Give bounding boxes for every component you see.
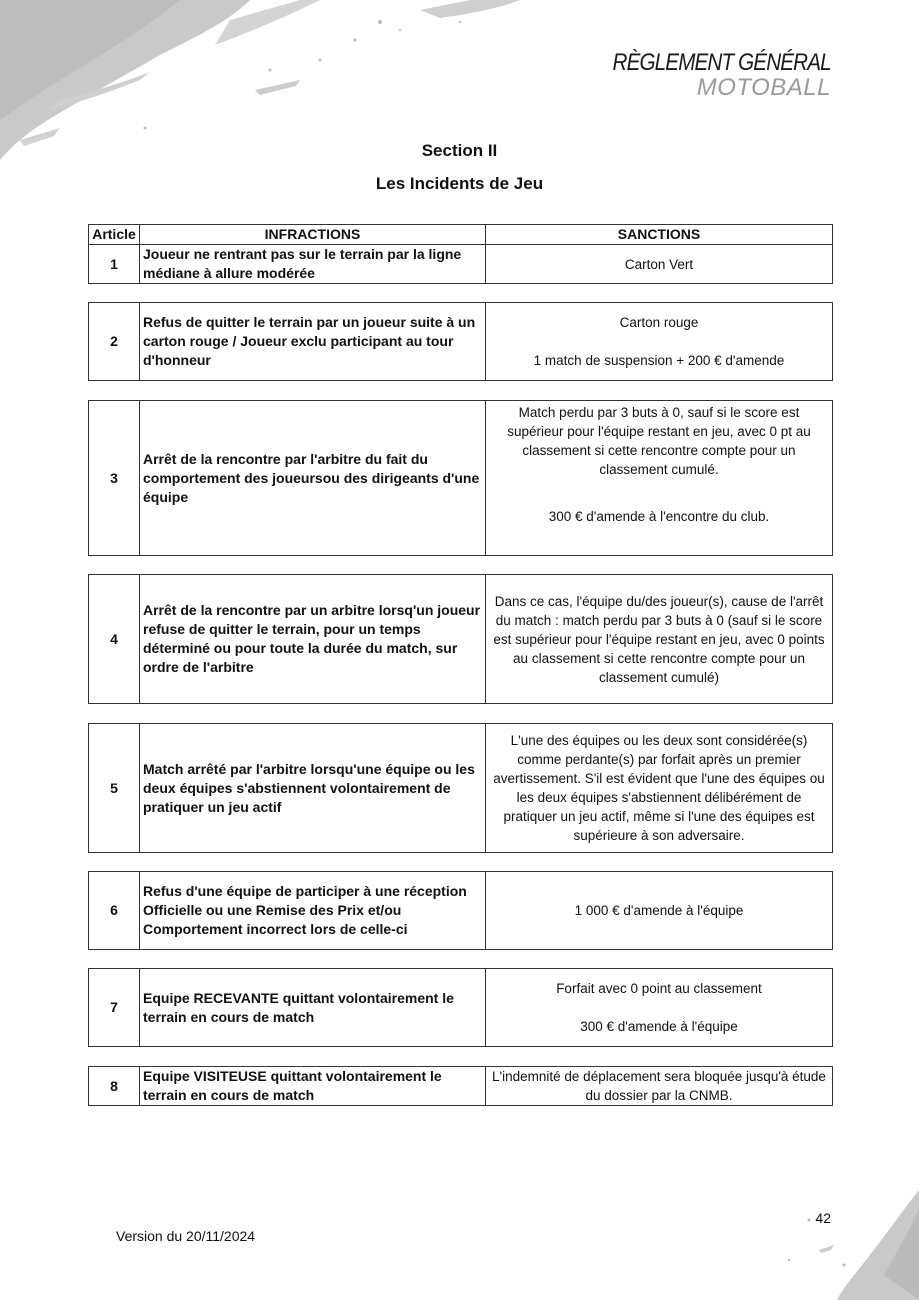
rules-table-header xyxy=(88,224,833,284)
sanction-text: Carton rouge xyxy=(619,315,699,330)
sanction-text: Forfait avec 0 point au classement xyxy=(556,981,762,996)
article-number: 4 xyxy=(89,575,140,704)
article-number: 6 xyxy=(89,872,140,950)
table-row xyxy=(89,245,833,284)
article-number: 3 xyxy=(89,401,140,556)
infraction-text: Arrêt de la rencontre par un arbitre lorsq'un joueur refuse de quitter le terrain, pour un temps déterminé ou pour toute la durée du match, sur ordre de l'arbitre xyxy=(140,575,486,704)
table-row xyxy=(89,303,833,381)
table-row xyxy=(89,969,833,1047)
sanction-cell xyxy=(486,401,833,556)
header-sanctions: SANCTIONS xyxy=(486,225,833,245)
sanction-text: L'indemnité de déplacement sera bloquée jusqu'à étude du dossier par la CNMB. xyxy=(486,1067,833,1106)
article-number: 7 xyxy=(89,969,140,1047)
article-number: 2 xyxy=(89,303,140,381)
infraction-text: Equipe RECEVANTE quittant volontairement le terrain en cours de match xyxy=(140,969,486,1047)
footer-version: Version du 20/11/2024 xyxy=(116,1228,256,1244)
table-header-row xyxy=(89,225,833,245)
table-row xyxy=(89,401,833,556)
infraction-text: Match arrêté par l'arbitre lorsqu'une équipe ou les deux équipes s'abstiennent volontairement de pratiquer un jeu actif xyxy=(140,724,486,853)
infraction-text: Equipe VISITEUSE quittant volontairement le terrain en cours de match xyxy=(140,1067,486,1106)
table-row xyxy=(89,575,833,704)
infraction-text: Joueur ne rentrant pas sur le terrain par la ligne médiane à allure modérée xyxy=(140,245,486,284)
rules-table-row-4 xyxy=(88,574,833,704)
sanction-text-secondary: 300 € d'amende à l'encontre du club. xyxy=(548,509,770,524)
rules-table-row-5 xyxy=(88,723,833,853)
table-row xyxy=(89,1067,833,1106)
infraction-text: Arrêt de la rencontre par l'arbitre du fait du comportement des joueursou des dirigeants d'une équipe xyxy=(140,401,486,556)
rules-table-row-3 xyxy=(88,400,833,556)
sanction-text-secondary: 300 € d'amende à l'équipe xyxy=(580,1019,738,1034)
header-logo xyxy=(577,50,831,100)
rules-table-row-7 xyxy=(88,968,833,1047)
header-subtitle: MOTOBALL xyxy=(696,74,831,101)
sanction-cell xyxy=(486,303,833,381)
infraction-text: Refus d'une équipe de participer à une réception Officielle ou une Remise des Prix et/ou Comportement incorrect lors de celle-ci xyxy=(140,872,486,950)
rules-table-row-2 xyxy=(88,302,833,381)
sanction-text: 1 000 € d'amende à l'équipe xyxy=(486,872,833,950)
sanction-text: Dans ce cas, l'équipe du/des joueur(s), cause de l'arrêt du match : match perdu par 3 buts à 0 (sauf si le score est supérieur pour l'équipe restant en jeu, avec 0 points au classement si cette rencontre compte pour un classement cumulé) xyxy=(486,575,833,704)
sanction-cell xyxy=(486,969,833,1047)
sanction-text: Carton Vert xyxy=(486,245,833,284)
section-title: Section II xyxy=(421,141,498,160)
table-row xyxy=(89,724,833,853)
brush-decoration-bottom-right xyxy=(749,1190,919,1300)
table-row xyxy=(89,872,833,950)
sanction-text-secondary: 1 match de suspension + 200 € d'amende xyxy=(533,353,785,368)
rules-table-row-8 xyxy=(88,1066,833,1106)
article-number: 5 xyxy=(89,724,140,853)
header-infractions: INFRACTIONS xyxy=(140,225,486,245)
sanction-text: Match perdu par 3 buts à 0, sauf si le score est supérieur pour l'équipe restant en jeu, avec 0 pt au classement si cette rencontre compte pour un classement cumulé. xyxy=(507,405,811,477)
section-subtitle: Les Incidents de Jeu xyxy=(375,174,544,193)
header-title: RÈGLEMENT GÉNÉRAL xyxy=(612,49,831,76)
page-number: 42 xyxy=(815,1210,831,1226)
header-article: Article xyxy=(89,225,140,245)
rules-table-row-6 xyxy=(88,871,833,950)
sanction-text: L'une des équipes ou les deux sont considérée(s) comme perdante(s) par forfait après un premier avertissement. S'il est évident que l'une des équipes ou les deux équipes s'abstiennent délibérément de pratiquer un jeu actif, même si l'une des équipes est supérieure à son adversaire. xyxy=(486,724,833,853)
article-number: 1 xyxy=(89,245,140,284)
infraction-text: Refus de quitter le terrain par un joueur suite à un carton rouge / Joueur exclu participant au tour d'honneur xyxy=(140,303,486,381)
article-number: 8 xyxy=(89,1067,140,1106)
